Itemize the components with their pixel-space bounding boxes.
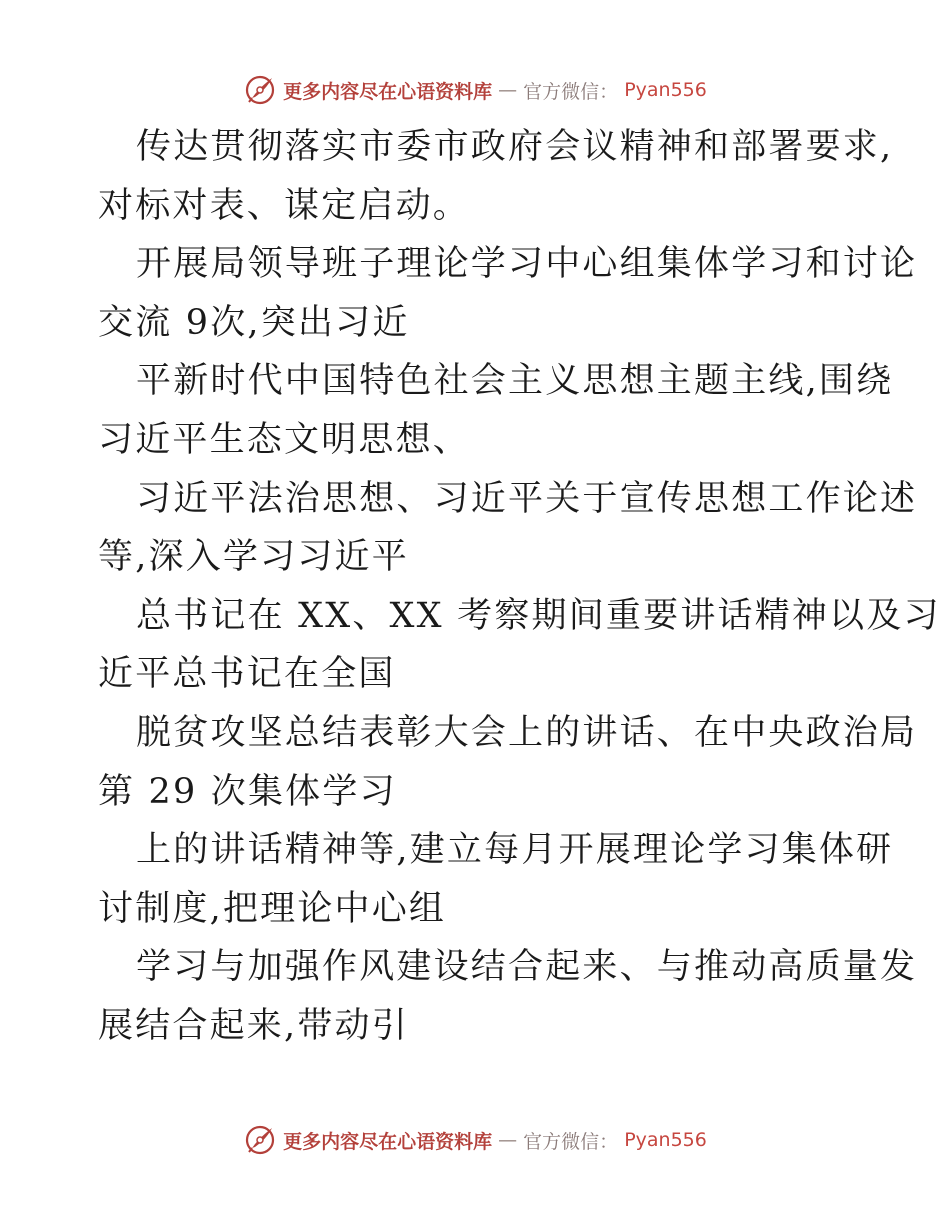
text-line: 讨制度,把理论中心组 [98,888,447,929]
text-line: 交流 9次,突出习近 [98,302,410,343]
banner-wechat-id: Pyan556 [624,1129,707,1151]
text-line: 学习与加强作风建设结合起来、与推动高质量发 [136,947,918,988]
text-line: 总书记在 XX、XX 考察期间重要讲话精神以及习 [136,595,941,636]
banner-wechat-label: 官方微信： [523,1130,619,1153]
banner-main-text: 更多内容尽在心语资料库 [283,80,493,103]
banner-separator: — [498,1129,518,1151]
text-line: 上的讲话精神等,建立每月开展理论学习集体研 [136,830,894,871]
header-banner [0,70,950,110]
body-text [98,118,941,1056]
text-line: 近平总书记在全国 [98,654,396,695]
text-line: 开展局领导班子理论学习中心组集体学习和讨论 [136,244,918,285]
text-line: 习近平生态文明思想、 [98,419,471,460]
banner-wechat-id: Pyan556 [624,79,707,101]
text-line: 展结合起来,带动引 [98,1005,409,1046]
banner-main-text: 更多内容尽在心语资料库 [283,1130,493,1153]
text-line: 传达贯彻落实市委市政府会议精神和部署要求, [136,127,894,167]
text-line: 等,深入学习习近平 [98,537,409,578]
quill-pen-logo-icon [243,73,277,107]
text-line: 习近平法治思想、习近平关于宣传思想工作论述 [136,478,918,519]
banner-separator: — [498,79,518,101]
text-line: 脱贫攻坚总结表彰大会上的讲话、在中央政治局 [136,712,918,753]
text-line: 平新时代中国特色社会主义思想主题主线,围绕 [136,361,894,402]
text-line: 第 29 次集体学习 [98,771,397,812]
banner-wechat-label: 官方微信： [523,80,619,103]
footer-banner [0,1120,950,1160]
quill-pen-logo-icon [243,1123,277,1157]
text-line: 对标对表、谋定启动。 [98,185,471,226]
